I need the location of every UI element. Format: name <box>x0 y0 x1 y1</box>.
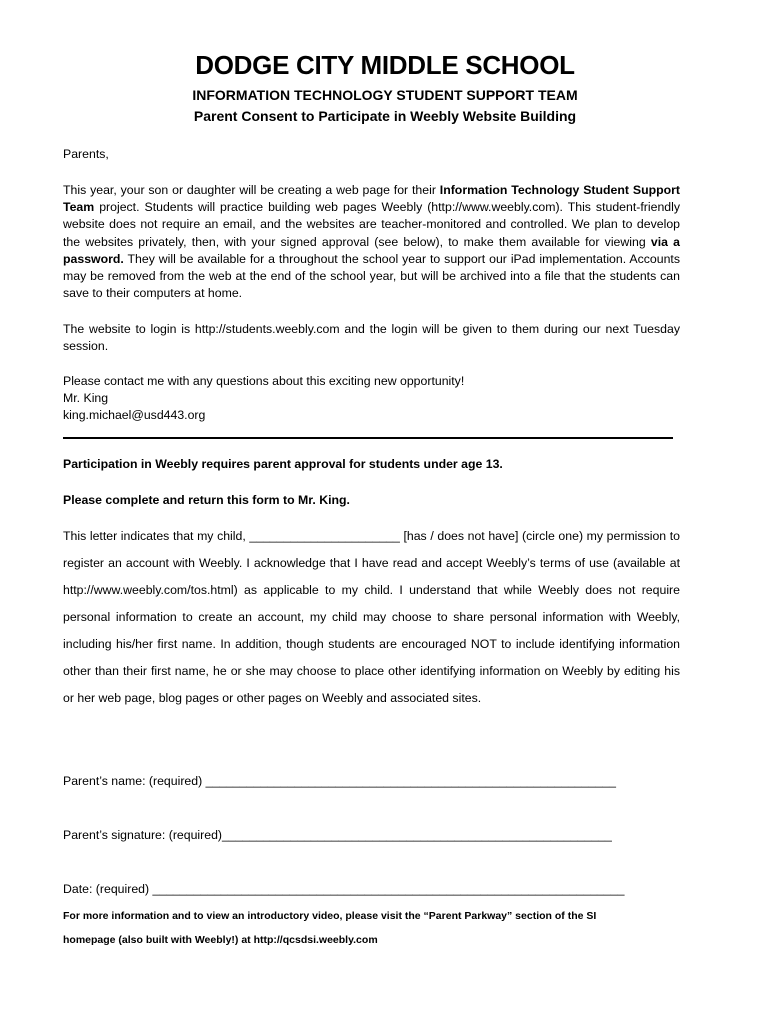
letter-closing <box>63 373 680 425</box>
footer-note <box>63 904 680 952</box>
footer-line-2: homepage (also built with Weebly!) at http://qcsdsi.weebly.com <box>63 934 378 946</box>
p1-text-c: project. Students will practice building web pages Weebly (http://www.weebly.com). This student-friendly website does not require an email, and the websites are teacher-monitored and controlled. We plan to develop the websites privately, then, with your signed approval (see below), to make them available for viewing <box>63 200 680 249</box>
date-field: Date: (required) _____________________________________________________________________ <box>63 882 625 896</box>
letter-paragraph-2: The website to login is http://students.weebly.com and the login will be given to them during our next Tuesday session. <box>63 322 680 354</box>
signer-name: Mr. King <box>63 391 109 406</box>
school-name: DODGE CITY MIDDLE SCHOOL <box>195 50 575 80</box>
p1-bold-password: via a password. <box>63 234 680 266</box>
contact-line: Please contact me with any questions about this exciting new opportunity! <box>63 374 465 388</box>
separator-line <box>63 437 673 439</box>
parent-name-field: Parent’s name: (required) ____________________________________________________________ <box>63 774 616 788</box>
p1-text-a: This year, your son or daughter will be creating a web page for their <box>63 183 440 197</box>
p1-bold-team: Information Technology Student Support Team <box>63 183 680 215</box>
footer-line-1: For more information and to view an introductory video, please visit the “Parent Parkway” section of the SI <box>63 910 597 922</box>
consent-paragraph: This letter indicates that my child, ______________________ [has / does not have] (circle one) my permission to register an account with Weebly. I acknowledge that I have read and accept Weebly’s terms of use (available at http://www.weebly.com/tos.html) as applicable to my child. I understand that while Weebly does not require personal information to create an account, my child may choose to share personal information with Weebly, including his/her first name. In addition, though students are encouraged NOT to include identifying information other than their first name, he or she may choose to place other identifying information on Weebly by editing his or her web page, blog pages or other pages on Weebly and associated sites. <box>63 529 680 705</box>
return-notice: Please complete and return this form to Mr. King. <box>63 493 350 507</box>
form-subtitle: Parent Consent to Participate in Weebly Website Building <box>193 108 577 124</box>
team-name: INFORMATION TECHNOLOGY STUDENT SUPPORT TEAM <box>192 87 578 103</box>
salutation: Parents, <box>63 147 109 161</box>
letter-paragraph-1 <box>63 182 680 302</box>
parent-signature-field: Parent’s signature: (required)_________________________________________________________ <box>63 828 612 842</box>
age-notice: Participation in Weebly requires parent approval for students under age 13. <box>63 457 503 471</box>
signer-email: king.michael@usd443.org <box>63 408 206 423</box>
p1-text-e: They will be available for a throughout the school year to support our iPad implementation. Accounts may be removed from the web at the end of the school year, but will be archived into a file that the students can save to their computers at home. <box>63 251 680 301</box>
